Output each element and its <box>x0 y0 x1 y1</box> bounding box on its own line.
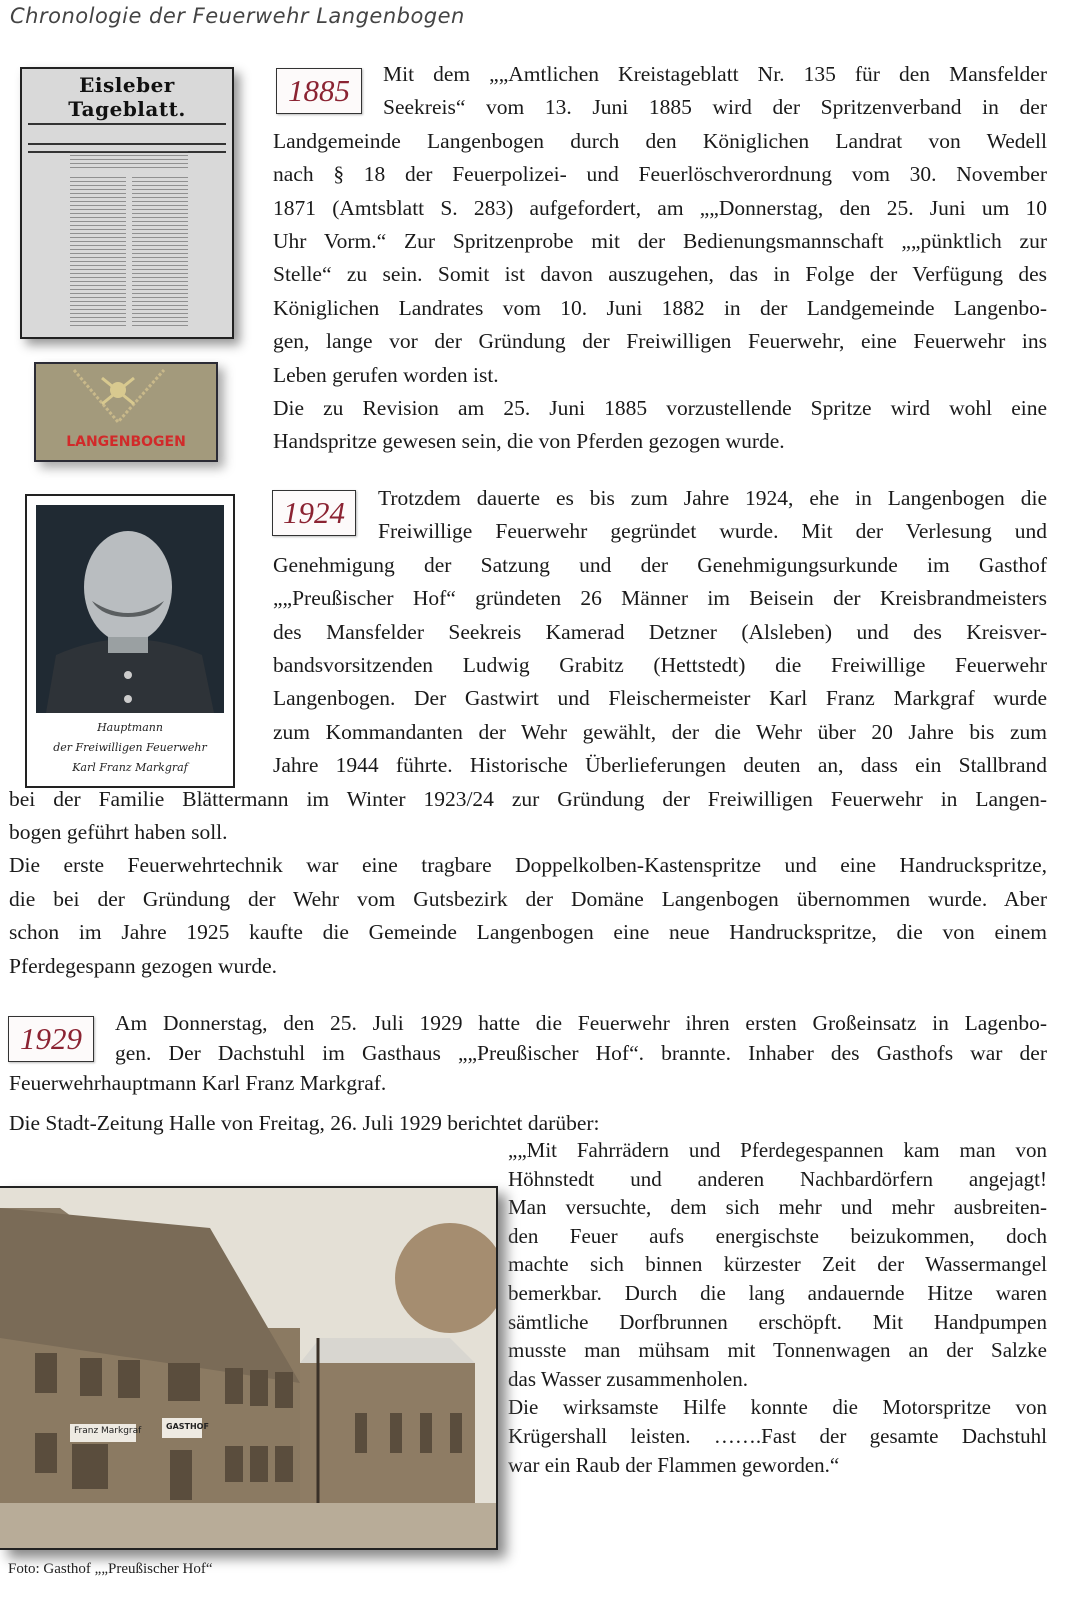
text-line: Die zu Revision am 25. Juni 1885 vorzustellende Spritze wird wohl eine <box>273 396 1047 421</box>
quote-line: war ein Raub der Flammen geworden.“ <box>508 1452 840 1477</box>
text-line: bandsvorsitzenden Ludwig Grabitz (Hettstedt) die Freiwillige Feuerwehr <box>273 653 1047 678</box>
text-line: Die erste Feuerwehrtechnik war eine tragbare Doppelkolben-Kastenspritze und eine Handruckspritze, <box>9 853 1047 878</box>
gasthof-building-illustration <box>0 1188 496 1548</box>
text-line: zum Kommandanten der Wehr gewählt, der die Wehr über 20 Jahre bis zum <box>273 719 1047 744</box>
newspaper-masthead: Eisleber Tageblatt. <box>68 73 186 121</box>
portrait-caption <box>27 718 233 778</box>
text-line: Pferdegespann gezogen wurde. <box>9 953 278 978</box>
text-line: Feuerwehrhauptmann Karl Franz Markgraf. <box>9 1071 387 1095</box>
text-line: Landgemeinde Langenbogen durch den Königlichen Landrat von Wedell <box>273 128 1047 153</box>
text-line: Uhr Vorm.“ Zur Spritzenprobe mit der Bedienungsmannschaft „„pünktlich zur <box>273 229 1047 254</box>
patch-image <box>34 362 218 462</box>
text-line: die bei der Gründung der Wehr vom Gutsbezirk der Domäne Langenbogen übernommen wurde. Aber <box>9 886 1047 911</box>
quote-line: den Feuer aufs energischste beizukommen, doch <box>508 1223 1047 1248</box>
gasthof-sign: GASTHOF <box>166 1422 209 1431</box>
year-badge-1924: 1924 <box>272 490 356 536</box>
text-line: gen. Der Dachstuhl im Gasthaus „„Preußischer Hof“. brannte. Inhaber des Gasthofs war der <box>115 1041 1047 1065</box>
paragraph-1929 <box>9 1068 1047 1098</box>
text-line: Freiwillige Feuerwehr gegründet wurde. Mit der Verlesung und <box>378 519 1047 544</box>
gasthof-photo <box>0 1186 498 1550</box>
text-line: des Mansfelder Seekreis Kamerad Detzner (Alsleben) und des Kreisver- <box>273 619 1047 644</box>
paragraph-1885 <box>273 125 1047 459</box>
paragraph-1929-top <box>115 1008 1047 1068</box>
caption-line: der Freiwilligen Feuerwehr <box>53 741 207 754</box>
text-line: „„Preußischer Hof“ gründeten 26 Männer im Beisein der Kreisbrandmeisters <box>273 586 1047 611</box>
divider <box>28 123 226 125</box>
newspaper-image <box>20 67 234 339</box>
year-badge-1885: 1885 <box>276 68 362 114</box>
text-line: Die Stadt-Zeitung Halle von Freitag, 26. Juli 1929 berichtet darüber: <box>9 1111 600 1135</box>
text-line: bogen geführt haben soll. <box>9 820 228 844</box>
quote-line: das Wasser zusammenholen. <box>508 1366 748 1391</box>
text-line: Stelle“ zu sein. Somit ist davon auszugehen, das in Folge der Verfügung des <box>273 262 1047 287</box>
paragraph-1924-full <box>9 783 1047 983</box>
text-line: nach § 18 der Feuerpolizei- und Feuerlöschverordnung vom 30. November <box>273 162 1047 187</box>
text-line: Seekreis“ vom 13. Juni 1885 wird der Spritzenverband in der <box>383 95 1047 120</box>
quote-line: musste man mühsam mit Tonnenwagen an der Salzke <box>508 1338 1047 1363</box>
portrait-image <box>25 494 235 788</box>
newspaper-text-block <box>70 151 188 171</box>
portrait-photo <box>36 505 224 713</box>
shop-sign: Franz Markgraf <box>74 1426 142 1436</box>
text-line: 1871 (Amtsblatt S. 283) aufgefordert, am „„Donnerstag, den 25. Juni um 10 <box>273 195 1047 220</box>
divider <box>28 143 226 145</box>
text-line: Genehmigung der Satzung und der Genehmigungsurkunde im Gasthof <box>273 552 1047 577</box>
text-line: Mit dem „„Amtlichen Kreistageblatt Nr. 135 für den Mansfelder <box>383 62 1047 86</box>
paragraph-1885-top <box>383 58 1047 125</box>
text-line: Jahre 1944 führte. Historische Überlieferungen deuten an, dass ein Stallbrand <box>273 753 1047 778</box>
newspaper-text-block <box>70 177 126 327</box>
quote-line: machte sich binnen kürzester Zeit der Wassermangel <box>508 1252 1047 1277</box>
text-line: Handspritze gewesen sein, die von Pferden gezogen wurde. <box>273 429 785 454</box>
text-line: schon im Jahre 1925 kaufte die Gemeinde Langenbogen eine neue Handruckspritze, die von einem <box>9 920 1047 945</box>
quote-line: bemerkbar. Durch die lang andauernde Hitze waren <box>508 1280 1047 1305</box>
text-line: gen, lange vor der Gründung der Freiwilligen Feuerwehr, eine Feuerwehr ins <box>273 329 1047 354</box>
quote-line: „„Mit Fahrrädern und Pferdegespannen kam man von <box>508 1138 1047 1162</box>
text-line: Leben gerufen worden ist. <box>273 362 499 387</box>
caption-line: Karl Franz Markgraf <box>72 761 188 774</box>
quote-line: Krügershall leisten. …….Fast der gesamte Dachstuhl <box>508 1423 1047 1448</box>
text-line: bei der Familie Blättermann im Winter 1923/24 zur Gründung der Freiwilligen Feuerwehr in Langen- <box>9 786 1047 811</box>
text-line: Königlichen Landrates vom 10. Juni 1882 in der Landgemeinde Langenbo- <box>273 295 1047 320</box>
text-line: Langenbogen. Der Gastwirt und Fleischermeister Karl Franz Markgraf wurde <box>273 686 1047 711</box>
newspaper-text-block <box>132 177 188 327</box>
quote-line: Die wirksamste Hilfe konnte die Motorspritze von <box>508 1395 1047 1420</box>
year-badge-1929: 1929 <box>8 1016 94 1062</box>
text-line: Trotzdem dauerte es bis zum Jahre 1924, ehe in Langenbogen die <box>378 486 1047 510</box>
newspaper-intro <box>9 1108 1047 1138</box>
photo-caption: Foto: Gasthof „„Preußischer Hof“ <box>8 1561 213 1577</box>
portrait-figure-icon <box>36 505 224 713</box>
quote-line: Man versuchte, dem sich mehr und mehr ausbreiten- <box>508 1195 1047 1220</box>
page-title: Chronologie der Feuerwehr Langenbogen <box>10 4 465 28</box>
quote-line: Höhnstedt und anderen Nachbardörfern angejagt! <box>508 1166 1047 1191</box>
text-line: Am Donnerstag, den 25. Juli 1929 hatte die Feuerwehr ihren ersten Großeinsatz in Lagenbo- <box>115 1011 1047 1035</box>
newspaper-quote <box>508 1136 1047 1479</box>
caption-line: Hauptmann <box>97 721 163 734</box>
quote-line: sämtliche Dorfbrunnen erschöpft. Mit Handpumpen <box>508 1309 1047 1334</box>
paragraph-1924-top <box>378 482 1047 549</box>
paragraph-1924 <box>273 549 1047 783</box>
patch-label: LANGENBOGEN <box>66 434 186 450</box>
